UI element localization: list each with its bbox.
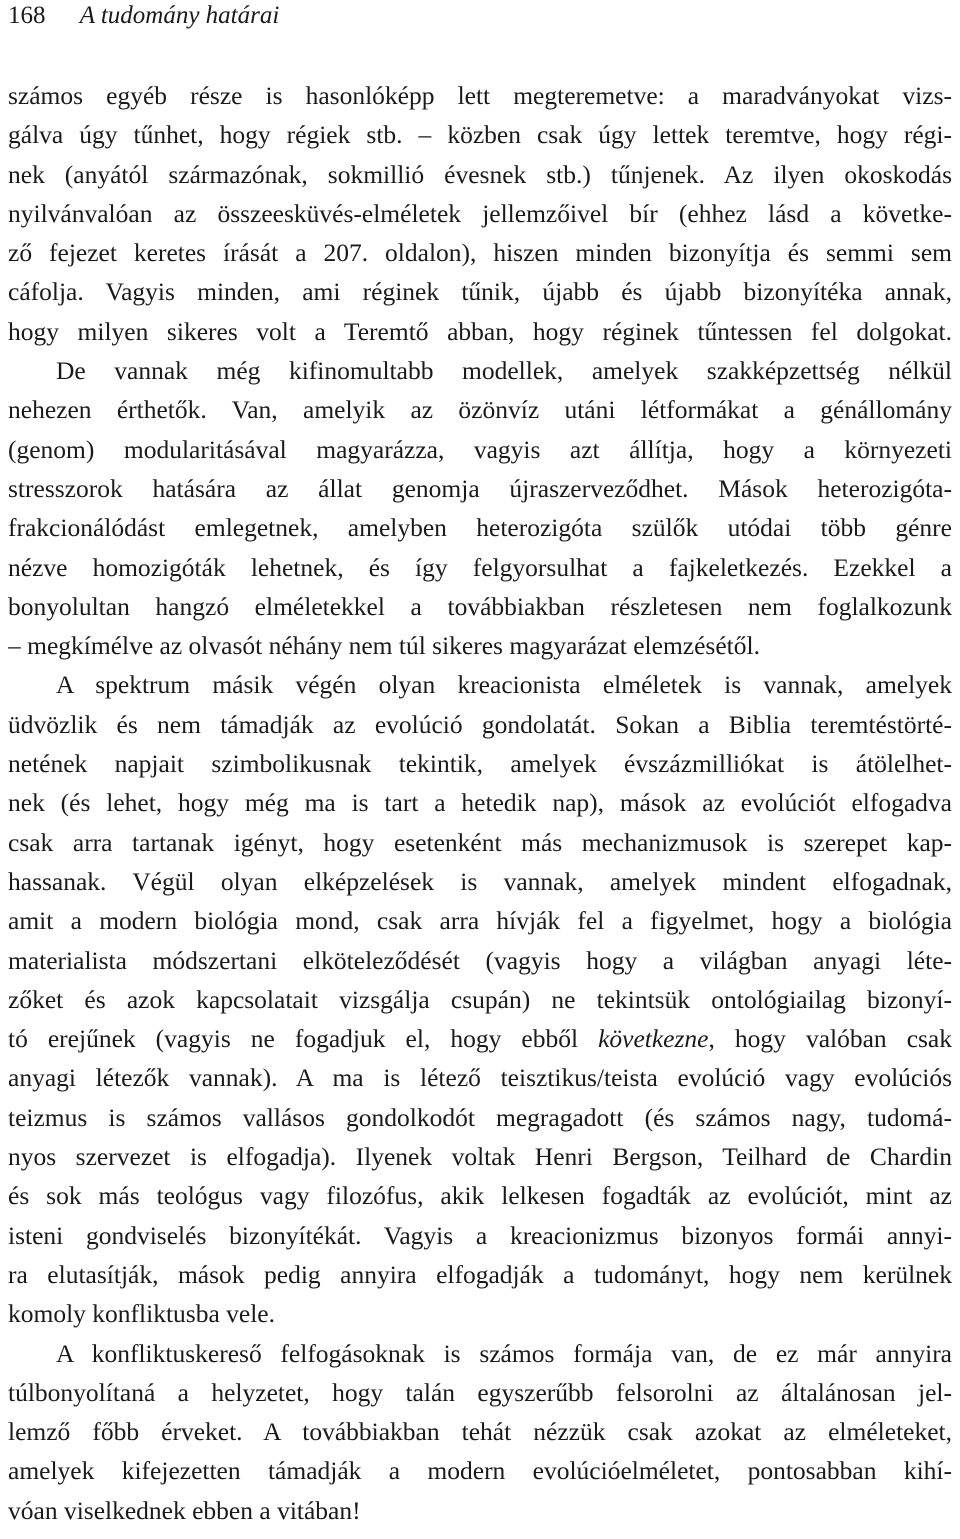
text-line: nehezen érthetők. Van, amelyik az özönvíz utáni létformákat a génállomány [8, 395, 952, 425]
text-line: cáfolja. Vagyis minden, ami réginek tűnik, újabb és újabb bizonyítéka annak, [8, 277, 952, 307]
text-line: üdvözlik és nem támadják az evolúció gondolatát. Sokan a Biblia teremtéstörté- [8, 709, 952, 739]
text-line: – megkímélve az olvasót néhány nem túl sikeres magyarázat elemzésétől. [8, 631, 760, 661]
text-line-with-italic [8, 1019, 952, 1058]
text-line: lemző főbb érveket. A továbbiakban tehát nézzük csak azokat az elméleteket, [8, 1417, 952, 1447]
text-line: teizmus is számos vallásos gondolkodót megragadott (és számos nagy, tudomá- [8, 1102, 952, 1132]
text-line: túlbonyolítaná a helyzetet, hogy talán egyszerűbb felsorolni az általánosan jel- [8, 1377, 952, 1407]
body-text [8, 76, 952, 1530]
text-segment: tó erejűnek (vagyis ne fogadjuk el, hogy ebből [8, 1024, 599, 1054]
page-number: 168 [8, 2, 46, 29]
text-line: komoly konfliktusba vele. [8, 1299, 276, 1329]
text-line: nézve homozigóták lehetnek, és így felgyorsulhat a fajkeletkezés. Ezekkel a [8, 552, 952, 582]
text-line: hassanak. Végül olyan elképzelések is vannak, amelyek mindent elfogadnak, [8, 866, 952, 896]
text-line: frakcionálódást emlegetnek, amelyben heterozigóta szülők utódai több génre [8, 513, 952, 543]
text-line: materialista módszertani elköteleződését (vagyis hogy a világban anyagi léte- [8, 945, 952, 975]
text-line: anyagi létezők vannak). A ma is létező teisztikus/teista evolúció vagy evolúciós [8, 1063, 952, 1093]
text-line: bonyolultan hangzó elméletekkel a továbbiakban részletesen nem foglalkozunk [8, 591, 952, 621]
page-header [8, 0, 952, 32]
text-line: és sok más teológus vagy filozófus, akik lelkesen fogadták az evolúciót, mint az [8, 1181, 952, 1211]
text-line: amit a modern biológia mond, csak arra hívják fel a figyelmet, hogy a biológia [8, 906, 952, 936]
text-line: hogy milyen sikeres volt a Teremtő abban, hogy réginek tűntessen fel dolgokat. [8, 316, 952, 346]
text-line: ra elutasítják, mások pedig annyira elfogadják a tudományt, hogy nem kerülnek [8, 1259, 952, 1289]
text-line: A spektrum másik végén olyan kreacionista elméletek is vannak, amelyek [56, 670, 952, 700]
text-line: netének napjait szimbolikusnak tekintik, amelyek évszázmilliókat is átölelhet- [8, 749, 952, 779]
text-segment: , hogy valóban csak [708, 1024, 952, 1054]
text-line: ző fejezet keretes írását a 207. oldalon), hiszen minden bizonyítja és semmi sem [8, 238, 952, 268]
text-line: A konfliktuskereső felfogásoknak is számos formája van, de ez már annyira [56, 1338, 952, 1368]
text-line: csak arra tartanak igényt, hogy esetenként más mechanizmusok is szerepet kap- [8, 827, 952, 857]
text-line: vóan viselkednek ebben a vitában! [8, 1495, 361, 1525]
text-line: nyilvánvalóan az összeesküvés-elméletek jellemzőivel bír (ehhez lásd a követke- [8, 198, 952, 228]
running-title: A tudomány határai [79, 2, 280, 29]
text-line: gálva úgy tűnhet, hogy régiek stb. – közben csak úgy lettek teremtve, hogy régi- [8, 120, 952, 150]
text-line: nyos szervezet is elfogadja). Ilyenek voltak Henri Bergson, Teilhard de Chardin [8, 1142, 952, 1172]
text-line: (genom) modularitásával magyarázza, vagyis azt állítja, hogy a környezeti [8, 434, 952, 464]
text-line: számos egyéb része is hasonlóképp lett megteremetve: a maradványokat vizs- [8, 81, 952, 110]
text-line: nek (anyától származónak, sokmillió évesnek stb.) tűnjenek. Az ilyen okoskodás [8, 159, 952, 189]
text-line: stresszorok hatására az állat genomja újraszerveződhet. Mások heterozigóta- [8, 473, 952, 503]
text-line: amelyek kifejezetten támadják a modern evolúcióelméletet, pontosabban kihí- [8, 1456, 952, 1486]
text-line: De vannak még kifinomultabb modellek, amelyek szakképzettség nélkül [56, 356, 952, 386]
text-line: nek (és lehet, hogy még ma is tart a hetedik nap), mások az evolúciót elfogadva [8, 788, 952, 818]
italic-word: következne [598, 1024, 709, 1054]
text-line: zőket és azok kapcsolatait vizsgálja csupán) ne tekintsük ontológiailag bizonyí- [8, 984, 952, 1014]
text-line: isteni gondviselés bizonyítékát. Vagyis a kreacionizmus bizonyos formái annyi- [8, 1220, 952, 1250]
